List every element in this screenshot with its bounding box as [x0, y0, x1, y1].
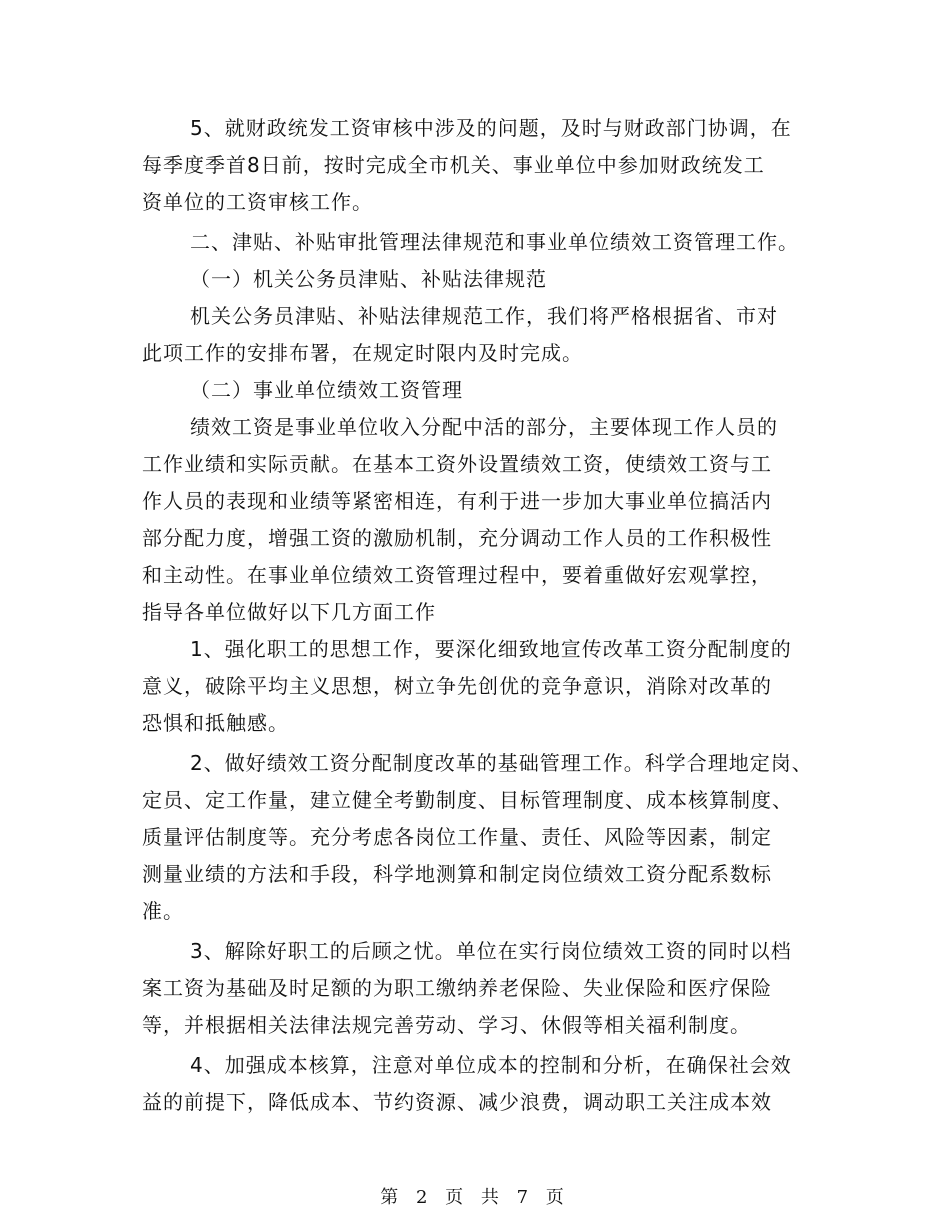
paragraph-line: 资单位的工资审核工作。: [142, 190, 373, 214]
paragraph-line: 准。: [142, 899, 184, 923]
paragraph-line: 5、就财政统发工资审核中涉及的问题，及时与财政部门协调，在: [190, 116, 792, 140]
paragraph-line: 测量业绩的方法和手段，科学地测算和制定岗位绩效工资分配系数标: [142, 862, 772, 886]
paragraph-line: 作人员的表现和业绩等紧密相连，有利于进一步加大事业单位搞活内: [142, 489, 772, 513]
paragraph-line: 案工资为基础及时足额的为职工缴纳养老保险、失业保险和医疗保险: [142, 976, 772, 1000]
paragraph-line: 益的前提下，降低成本、节约资源、减少浪费，调动职工关注成本效: [142, 1090, 772, 1114]
paragraph-line: 意义，破除平均主义思想，树立争先创优的竞争意识，消除对改革的: [142, 674, 772, 698]
paragraph-line: 恐惧和抵触感。: [142, 711, 289, 735]
section-heading: 二、津贴、补贴审批管理法律规范和事业单位绩效工资管理工作。: [190, 230, 799, 254]
paragraph-line: 工作业绩和实际贡献。在基本工资外设置绩效工资，使绩效工资与工: [142, 452, 772, 476]
paragraph-line: 定员、定工作量，建立健全考勤制度、目标管理制度、成本核算制度、: [142, 788, 793, 812]
paragraph-line: 绩效工资是事业单位收入分配中活的部分，主要体现工作人员的: [190, 415, 778, 439]
paragraph-line: 部分配力度，增强工资的激励机制，充分调动工作人员的工作积极性: [142, 526, 772, 550]
paragraph-line: 4、加强成本核算，注意对单位成本的控制和分析，在确保社会效: [190, 1053, 792, 1077]
page-number-footer: 第 2 页 共 7 页: [380, 1187, 570, 1208]
paragraph-line: 1、强化职工的思想工作，要深化细致地宣传改革工资分配制度的: [190, 637, 792, 661]
subsection-heading: （一）机关公务员津贴、补贴法律规范: [190, 267, 547, 291]
paragraph-line: 2、做好绩效工资分配制度改革的基础管理工作。科学合理地定岗、: [190, 751, 813, 775]
paragraph-line: 机关公务员津贴、补贴法律规范工作，我们将严格根据省、市对: [190, 304, 778, 328]
paragraph-line: 3、解除好职工的后顾之忧。单位在实行岗位绩效工资的同时以档: [190, 939, 792, 963]
paragraph-line: 每季度季首8日前，按时完成全市机关、事业单位中参加财政统发工: [142, 153, 765, 177]
paragraph-line: 指导各单位做好以下几方面工作: [142, 600, 436, 624]
paragraph-line: 和主动性。在事业单位绩效工资管理过程中，要着重做好宏观掌控，: [142, 563, 772, 587]
paragraph-line: 质量评估制度等。充分考虑各岗位工作量、责任、风险等因素，制定: [142, 825, 772, 849]
paragraph-line: 等，并根据相关法律法规完善劳动、学习、休假等相关福利制度。: [142, 1013, 751, 1037]
subsection-heading: （二）事业单位绩效工资管理: [190, 378, 463, 402]
paragraph-line: 此项工作的安排布署，在规定时限内及时完成。: [142, 341, 583, 365]
